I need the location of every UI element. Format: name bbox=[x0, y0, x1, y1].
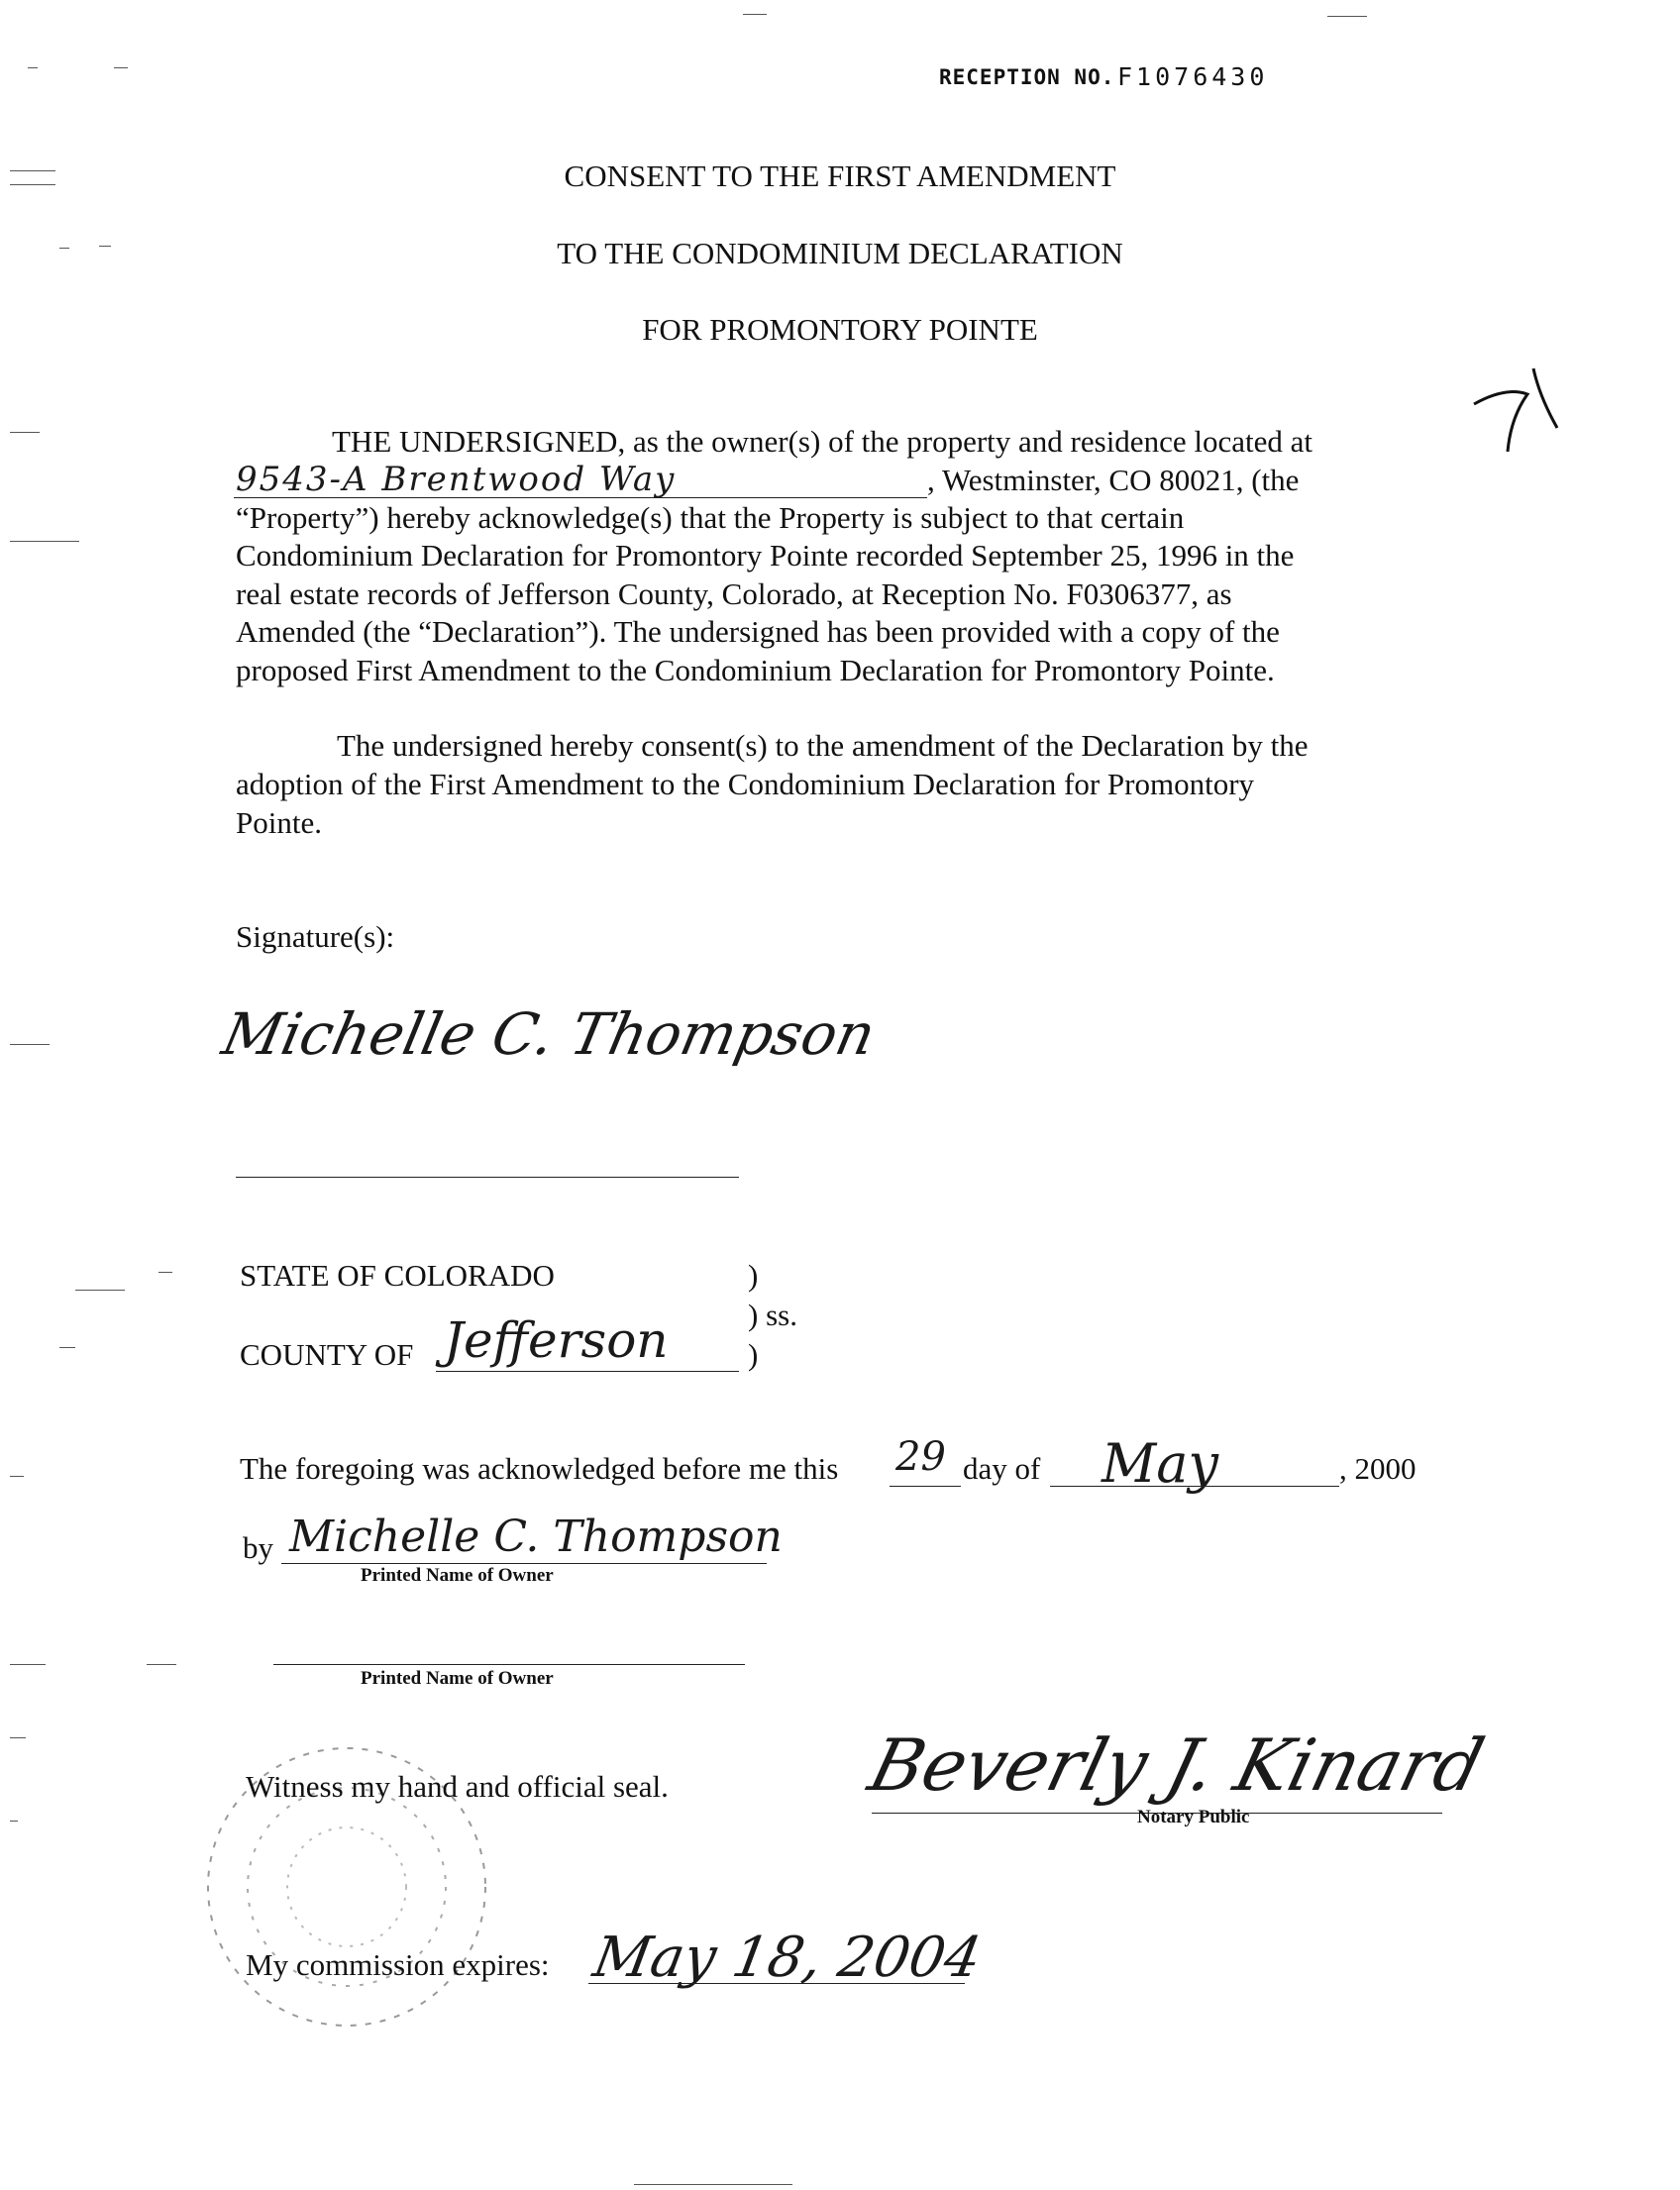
ack-year: , 2000 bbox=[1339, 1451, 1417, 1486]
county-label: COUNTY OF bbox=[240, 1337, 414, 1372]
state-paren: ) bbox=[748, 1258, 759, 1293]
para2-line1: The undersigned hereby consent(s) to the amendment of the Declaration by the bbox=[337, 728, 1309, 763]
ack-day-of: day of bbox=[963, 1451, 1041, 1486]
ack-day: 29 bbox=[895, 1434, 946, 1480]
witness-text: Witness my hand and official seal. bbox=[246, 1769, 669, 1804]
para1-line6: Amended (the “Declaration”). The undersigned has been provided with a copy of the bbox=[236, 614, 1280, 649]
address-suffix: , Westminster, CO 80021, (the bbox=[927, 463, 1300, 497]
ss-label: ) ss. bbox=[748, 1298, 797, 1332]
ack-text: The foregoing was acknowledged before me this bbox=[240, 1451, 839, 1486]
signatures-label: Signature(s): bbox=[236, 919, 395, 954]
by-value: Michelle C. Thompson bbox=[289, 1512, 783, 1562]
para1-line5: real estate records of Jefferson County, Colorado, at Reception No. F0306377, as bbox=[236, 576, 1232, 611]
reception-number: F1076430 bbox=[1117, 62, 1269, 91]
signature-1: Michelle C. Thompson bbox=[216, 1000, 882, 1068]
by-label: by bbox=[243, 1530, 273, 1565]
printed-name-label-2: Printed Name of Owner bbox=[361, 1668, 554, 1689]
state-label: STATE OF COLORADO bbox=[240, 1258, 555, 1293]
county-paren: ) bbox=[748, 1337, 759, 1372]
county-value: Jefferson bbox=[444, 1311, 669, 1369]
notary-signature: Beverly J. Kinard bbox=[861, 1723, 1492, 1807]
commission-label: My commission expires: bbox=[246, 1947, 550, 1982]
margin-note-71 bbox=[1466, 357, 1565, 456]
printed-name-label-1: Printed Name of Owner bbox=[361, 1565, 554, 1586]
commission-value: May 18, 2004 bbox=[588, 1926, 987, 1990]
address-handwritten: 9543-A Brentwood Way bbox=[236, 460, 677, 499]
ack-month: May bbox=[1102, 1432, 1218, 1495]
reception-label: RECEPTION NO. bbox=[939, 65, 1115, 89]
title-line-3: FOR PROMONTORY POINTE bbox=[642, 312, 1038, 347]
para1-line4: Condominium Declaration for Promontory Pointe recorded September 25, 1996 in the bbox=[236, 538, 1295, 573]
notary-public-label: Notary Public bbox=[1137, 1807, 1250, 1827]
title-line-2: TO THE CONDOMINIUM DECLARATION bbox=[557, 236, 1123, 270]
para1-intro: THE UNDERSIGNED, as the owner(s) of the property and residence located at bbox=[332, 424, 1312, 459]
title-line-1: CONSENT TO THE FIRST AMENDMENT bbox=[564, 158, 1116, 193]
para2-line3: Pointe. bbox=[236, 805, 322, 840]
para1-line3: “Property”) hereby acknowledge(s) that the Property is subject to that certain bbox=[236, 500, 1185, 535]
para1-line7: proposed First Amendment to the Condominium Declaration for Promontory Pointe. bbox=[236, 653, 1275, 687]
para2-line2: adoption of the First Amendment to the Condominium Declaration for Promontory bbox=[236, 767, 1255, 801]
